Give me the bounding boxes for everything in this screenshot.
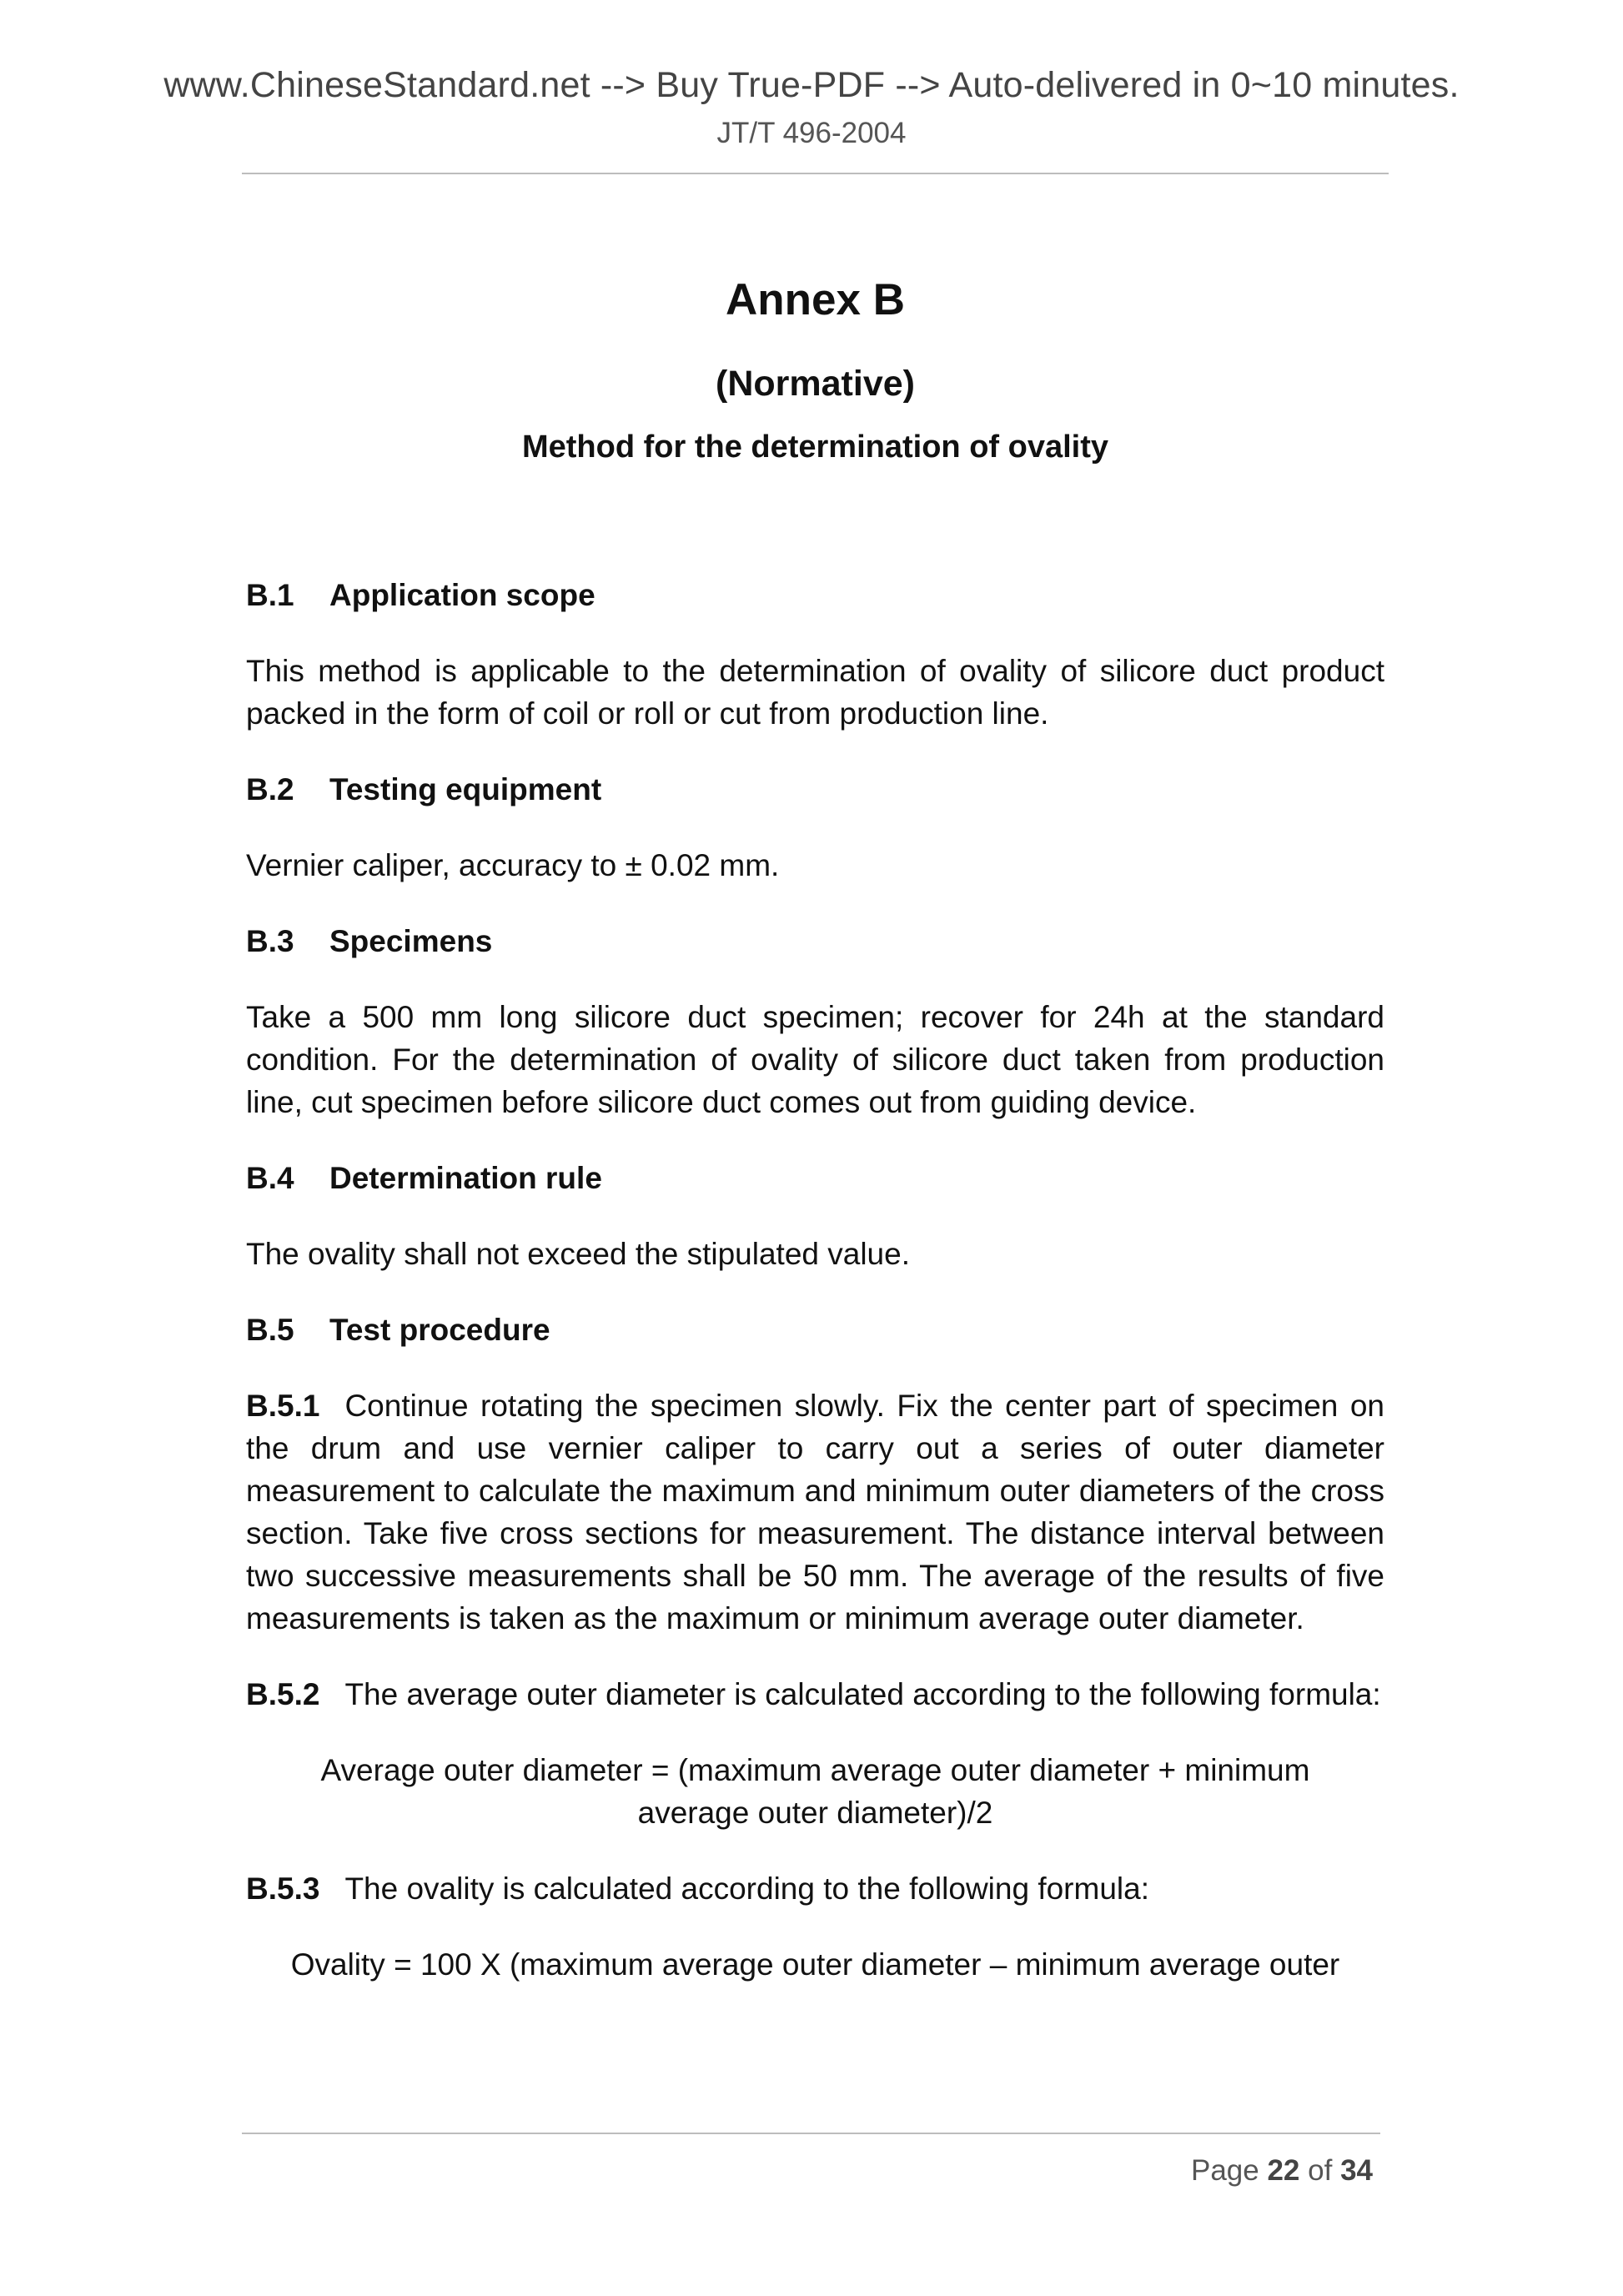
clause-text: The average outer diameter is calculated according to the following formula: [344,1677,1381,1711]
clause-number: B.5.3 [246,1871,320,1906]
formula-line: Average outer diameter = (maximum average outer diameter + minimum [320,1753,1310,1787]
clause-number: B.5.1 [246,1389,320,1423]
clause-number: B.5.2 [246,1677,320,1711]
annex-subtitle: Method for the determination of ovality [521,430,1109,465]
section-number: B.5 [246,1313,294,1347]
footer-divider [242,2133,1380,2134]
header-banner: www.ChineseStandard.net --> Buy True-PDF --> Auto-delivered in 0~10 minutes. [163,65,1460,105]
page-total: 34 [1340,2154,1373,2187]
page-number [1191,2154,1373,2188]
section-b1-text: This method is applicable to the determination of ovality of silicore duct product packed in the form of coil or roll or cut from production line. [246,654,1384,731]
standard-code: JT/T 496-2004 [716,117,907,149]
section-b2-text: Vernier caliper, accuracy to ± 0.02 mm. [246,848,780,882]
average-diameter-formula [246,1749,1384,1834]
section-number: B.1 [246,578,294,612]
ovality-formula [246,1943,1384,1986]
section-title: Application scope [329,578,595,612]
formula-line: Ovality = 100 X (maximum average outer diameter – minimum average outer [290,1947,1340,1982]
section-number: B.3 [246,924,294,958]
page-of: of [1308,2154,1333,2187]
section-b4-heading [246,1157,1384,1199]
formula-line: average outer diameter)/2 [637,1796,993,1830]
section-number: B.4 [246,1161,294,1195]
section-b3-heading [246,920,1384,962]
page-current: 22 [1267,2154,1300,2187]
section-b3-text: Take a 500 mm long silicore duct specimen; recover for 24h at the standard condition. For the determination of ovality of silicore duct taken from production line, cut specimen before silicore duct comes out from guiding device. [246,1000,1384,1119]
clause-text: Continue rotating the specimen slowly. Fix the center part of specimen on the drum and use vernier caliper to carry out a series of outer diameter measurement to calculate the maximum and minimum outer diameters of the cross section. Take five cross sections for measurement. The distance interval between two successive measurements shall be 50 mm. The average of the results of five measurements is taken as the maximum or minimum average outer diameter. [246,1389,1384,1635]
annex-type: (Normative) [716,364,915,404]
section-b5-heading [246,1309,1384,1351]
section-title: Test procedure [329,1313,550,1347]
clause-text: The ovality is calculated according to the following formula: [344,1871,1149,1906]
header-divider [242,173,1389,174]
document-body [246,267,1384,1986]
section-title: Specimens [329,924,493,958]
section-number: B.2 [246,772,294,806]
clause-b52 [246,1673,1384,1716]
clause-b53 [246,1867,1384,1910]
clause-b51 [246,1384,1384,1640]
annex-title: Annex B [726,275,905,324]
section-title: Determination rule [329,1161,602,1195]
section-b1-heading [246,574,1384,616]
section-b2-heading [246,768,1384,811]
section-b4-text: The ovality shall not exceed the stipulated value. [246,1237,910,1271]
section-title: Testing equipment [329,772,602,806]
page-prefix: Page [1190,2154,1259,2187]
